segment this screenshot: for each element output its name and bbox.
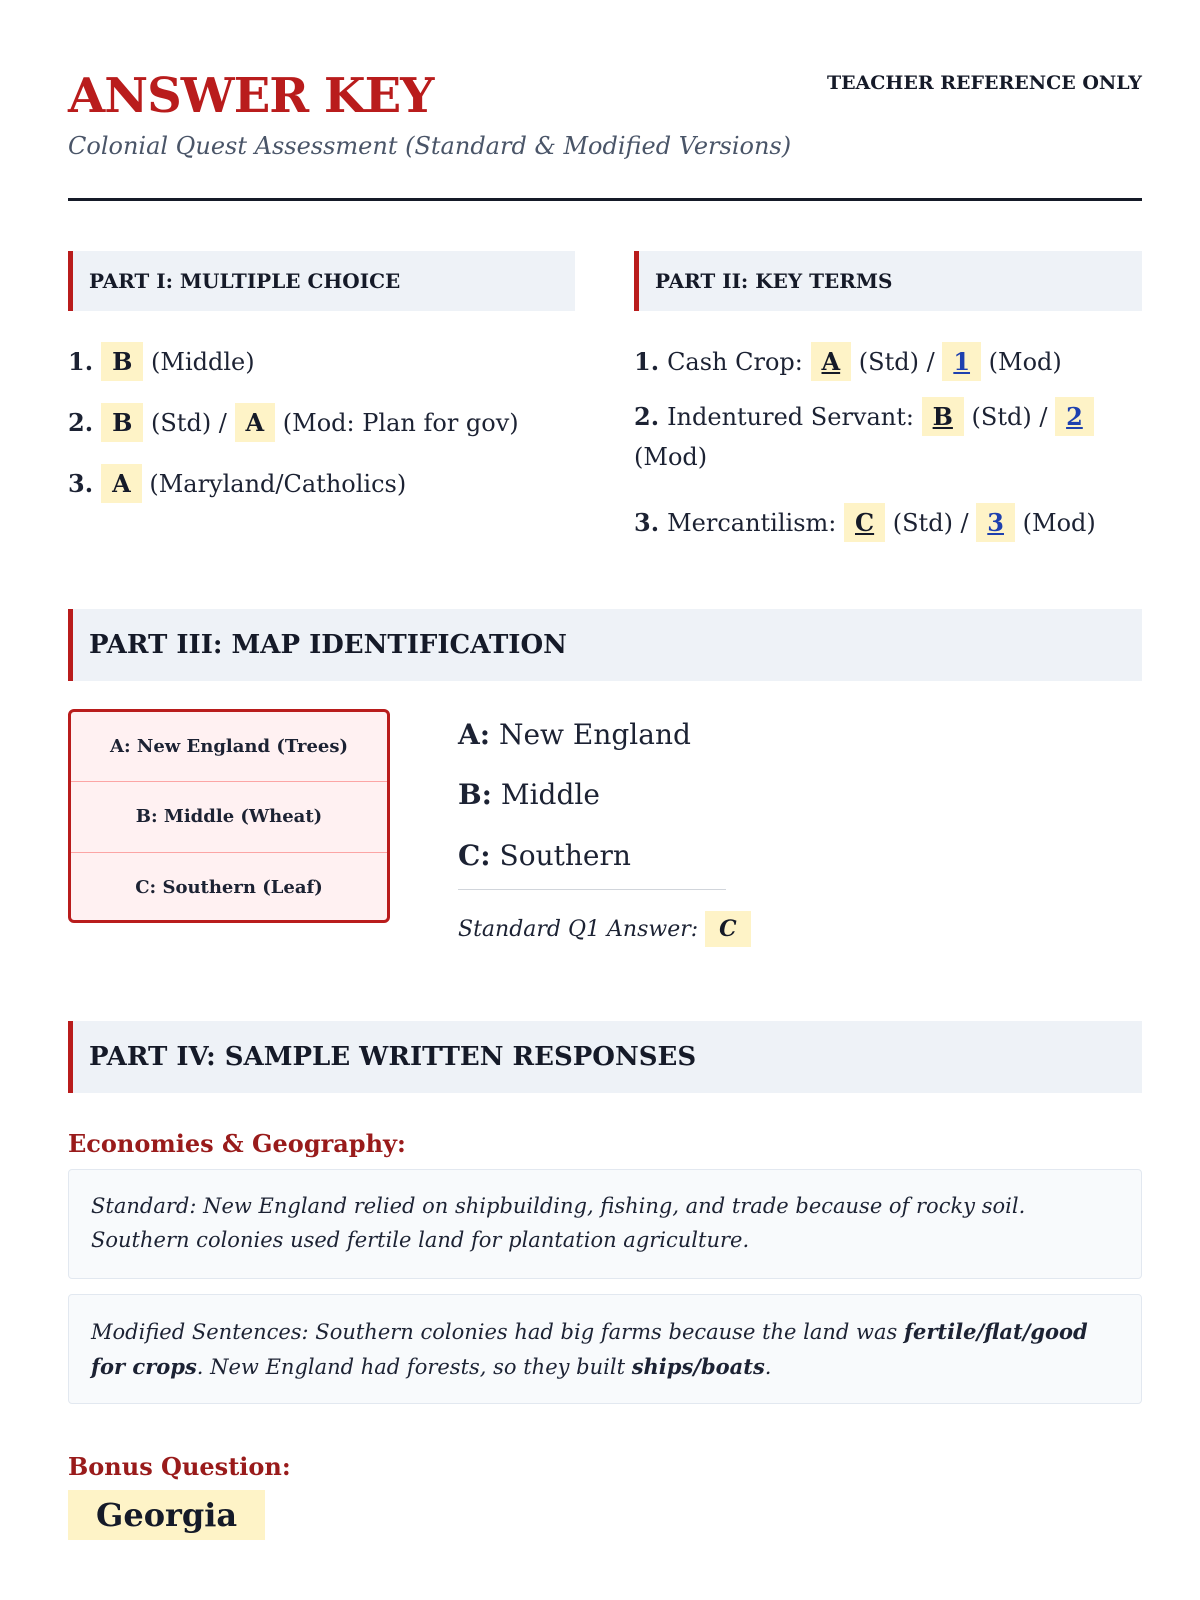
map-legend-box — [68, 709, 390, 923]
term-std-answer: B — [922, 397, 964, 436]
term-number: 3. — [634, 508, 660, 537]
mc-mid: (Std) / — [151, 409, 227, 437]
term-label: Cash Crop: — [667, 348, 803, 376]
mc-item-number: 2. — [68, 408, 94, 437]
mc-answer: A — [101, 464, 142, 503]
map-answer-key: C: — [458, 839, 491, 872]
map-label-c: C: Southern (Leaf) — [135, 876, 323, 898]
part3-heading: PART III: MAP IDENTIFICATION — [68, 609, 1142, 681]
term-mod-answer: 2 — [1055, 397, 1094, 436]
term-std-label: (Std) / — [892, 509, 969, 537]
mc-answer-mod: A — [235, 403, 276, 442]
map-divider — [458, 889, 726, 890]
term-number: 1. — [634, 347, 660, 376]
part2-heading: PART II: KEY TERMS — [634, 251, 1142, 311]
term-number: 2. — [634, 402, 660, 431]
map-answer-key: A: — [458, 718, 491, 751]
economies-subheading: Economies & Geography: — [68, 1129, 406, 1158]
term-std-label: (Std) / — [971, 403, 1048, 431]
term-label: Indentured Servant: — [667, 403, 914, 431]
mc-item-1 — [68, 347, 255, 376]
bonus-label: Bonus Question: — [68, 1452, 291, 1481]
mc-note: (Maryland/Catholics) — [149, 470, 407, 498]
bonus-answer: Georgia — [68, 1490, 265, 1540]
map-answer-value: New England — [498, 718, 691, 751]
mc-note: (Middle) — [151, 348, 255, 376]
part4-heading: PART IV: SAMPLE WRITTEN RESPONSES — [68, 1021, 1142, 1093]
modified-bold-1: fertile/flat/good for crops — [91, 1319, 1088, 1379]
page-title: ANSWER KEY — [68, 68, 434, 124]
map-answer-key: B: — [458, 778, 493, 811]
page-header — [68, 66, 1142, 201]
map-label-a: A: New England (Trees) — [71, 712, 387, 782]
mc-item-3 — [68, 469, 407, 498]
map-answer-value: Southern — [499, 839, 631, 872]
standard-q1 — [458, 918, 751, 941]
term-std-answer: C — [844, 503, 885, 542]
map-label-b: B: Middle (Wheat) — [71, 782, 387, 852]
mc-note: (Mod: Plan for gov) — [282, 409, 519, 437]
q1-label: Standard Q1 Answer: — [458, 917, 699, 942]
q1-answer: C — [705, 911, 751, 947]
part1-heading: PART I: MULTIPLE CHOICE — [68, 251, 575, 311]
standard-response: Standard: New England relied on shipbuilding, fishing, and trade because of rocky soil. Southern colonies used fertile land for plantation agriculture. — [68, 1169, 1142, 1279]
map-answer-value: Middle — [500, 778, 600, 811]
modified-response — [68, 1294, 1142, 1404]
teacher-note: TEACHER REFERENCE ONLY — [826, 72, 1142, 94]
modified-bold-2: ships/boats — [631, 1353, 765, 1379]
term-mod-answer: 3 — [976, 503, 1015, 542]
term-mod-label: (Mod) — [988, 348, 1062, 376]
mc-item-2 — [68, 408, 519, 437]
term-item-2 — [634, 397, 1104, 477]
modified-text: Modified Sentences: Southern colonies had big farms because the land was — [91, 1320, 904, 1344]
term-std-label: (Std) / — [858, 348, 935, 376]
term-mod-label: (Mod) — [634, 442, 708, 471]
modified-text: . — [764, 1354, 772, 1379]
term-mod-answer: 1 — [942, 342, 981, 381]
modified-text: . New England had forests, so they built — [196, 1354, 632, 1379]
mc-item-number: 3. — [68, 469, 94, 498]
term-label: Mercantilism: — [667, 509, 837, 537]
page-subtitle: Colonial Quest Assessment (Standard & Modified Versions) — [68, 132, 792, 160]
map-answer-b — [458, 778, 600, 811]
mc-item-number: 1. — [68, 347, 94, 376]
mc-answer: B — [101, 342, 143, 381]
map-answer-c — [458, 839, 631, 872]
map-answer-a — [458, 718, 691, 751]
term-std-answer: A — [811, 342, 852, 381]
term-item-1 — [634, 347, 1062, 376]
mc-answer: B — [101, 403, 143, 442]
term-item-3 — [634, 508, 1096, 537]
term-mod-label: (Mod) — [1022, 509, 1096, 537]
